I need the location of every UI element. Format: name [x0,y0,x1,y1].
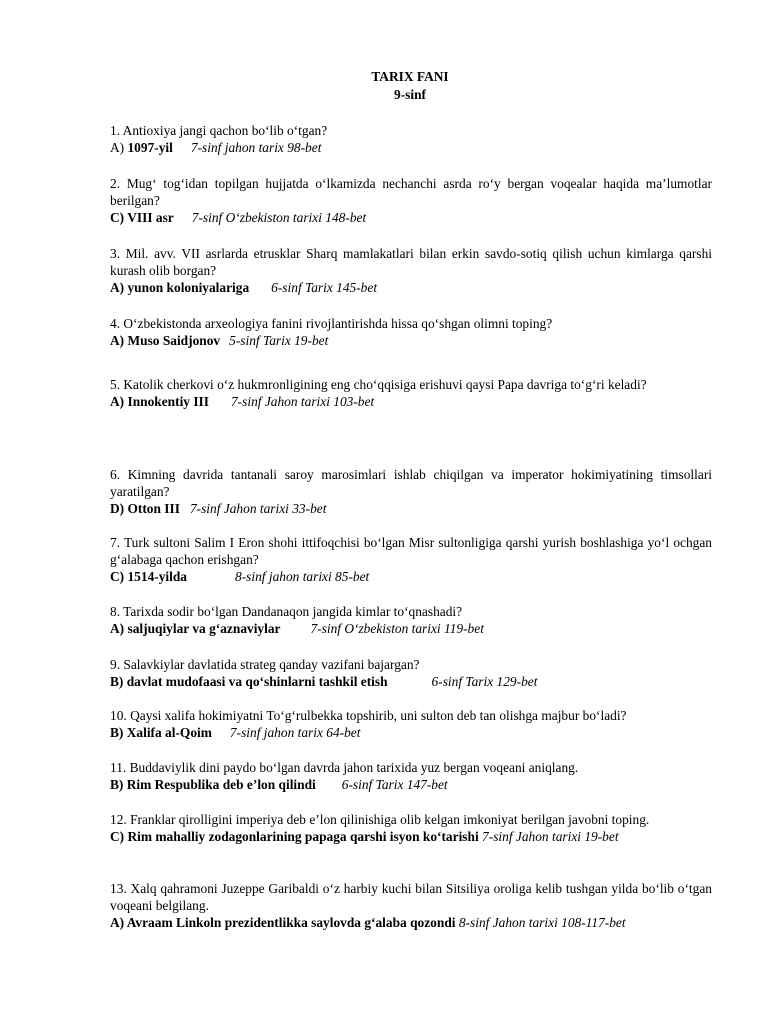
question-item [110,534,712,585]
answer-reference: 6-sinf Tarix 147-bet [341,777,448,792]
answer-text: 1097-yil [127,140,173,155]
answer-text: C) VIII asr [110,210,174,225]
answer-text: A) saljuqiylar va g‘aznaviylar [110,621,281,636]
question-item [110,880,712,931]
answer-text: C) Rim mahalliy zodagonlarining papaga qarshi isyon ko‘tarishi [110,829,479,844]
question-item [110,245,712,296]
answer-reference: 7-sinf Jahon tarixi 19-bet [482,829,619,844]
answer-line [110,139,712,156]
answer-text: B) davlat mudofaasi va qo‘shinlarni tashkil etish [110,674,388,689]
question-item [110,656,712,690]
answer-text: B) Rim Respublika deb e’lon qilindi [110,777,316,792]
answer-line [110,620,712,637]
answer-line [110,332,712,349]
answer-reference: 6-sinf Tarix 145-bet [271,280,378,295]
answer-reference: 6-sinf Tarix 129-bet [431,674,538,689]
answer-reference: 7-sinf jahon tarix 64-bet [229,725,361,740]
question-text: 5. Katolik cherkovi o‘z hukmronligining eng cho‘qqisiga erishuvi qaysi Papa davriga to‘g‘ri keladi? [110,377,647,392]
question-item [110,759,712,793]
question-text: 4. O‘zbekistonda arxeologiya fanini rivojlantirishda hissa qo‘shgan olimni toping? [110,316,553,331]
question-item [110,315,712,349]
question-text: 10. Qaysi xalifa hokimiyatni To‘g‘rulbekka topshirib, uni sulton deb tan olishga majbur bo‘ladi? [110,708,627,723]
answer-reference: 7-sinf jahon tarix 98-bet [190,140,322,155]
answer-text: A) Muso Saidjonov [110,333,221,348]
answer-text: A) Avraam Linkoln prezidentlikka saylovda g‘alaba qozondi [110,915,456,930]
answer-text: B) Xalifa al-Qoim [110,725,212,740]
answer-reference: 7-sinf O‘zbekiston tarixi 148-bet [191,210,367,225]
answer-line [110,279,712,296]
answer-text: A) yunon koloniyalariga [110,280,250,295]
question-item [110,707,712,741]
answer-reference: 5-sinf Tarix 19-bet [229,333,329,348]
question-item [110,376,712,410]
answer-line [110,500,712,517]
question-text: 9. Salavkiylar davlatida strateg qanday vazifani bajargan? [110,657,420,672]
answer-text: A) Innokentiy III [110,394,209,409]
answer-text: C) 1514-yilda [110,569,187,584]
answer-line [110,209,712,226]
answer-line [110,724,712,741]
answer-reference: 7-sinf Jahon tarixi 103-bet [230,394,375,409]
answer-reference: 7-sinf Jahon tarixi 33-bet [189,501,327,516]
question-text: 3. Mil. avv. VII asrlarda etrusklar Sharq mamlakatlari bilan erkin savdo-sotiq qilish uchun kimlarga qarshi kurash olib borgan? [110,246,712,278]
question-text: 1. Antioxiya jangi qachon bo‘lib o‘tgan? [110,123,328,138]
question-item [110,122,712,156]
answer-reference: 7-sinf O‘zbekiston tarixi 119-bet [310,621,484,636]
answer-text: D) Otton III [110,501,180,516]
question-item [110,175,712,226]
question-text: 6. Kimning davrida tantanali saroy marosimlari ishlab chiqilgan va imperator hokimiyatining timsollari yaratilgan? [110,467,712,499]
question-item [110,811,712,845]
answer-reference: 8-sinf jahon tarixi 85-bet [235,569,370,584]
document-subtitle: 9-sinf [394,87,426,102]
answer-line [110,673,712,690]
document-title: TARIX FANI [371,69,449,84]
answer-line [110,776,712,793]
question-text: 11. Buddaviylik dini paydo bo‘lgan davrda jahon tarixida yuz bergan voqeani aniqlang. [110,760,579,775]
answer-prefix: A) [110,140,128,155]
answer-reference: 8-sinf Jahon tarixi 108-117-bet [458,915,626,930]
question-text: 2. Mug‘ tog‘idan topilgan hujjatda o‘lkamizda nechanchi asrda ro‘y bergan voqealar haqida ma’lumotlar berilgan? [110,176,712,208]
question-item [110,466,712,517]
question-text: 7. Turk sultoni Salim I Eron shohi ittifoqchisi bo‘lgan Misr sultonligiga qarshi yurish boshlashiga yo‘l ochgan g‘alabaga qachon erishgan? [110,535,712,567]
question-text: 8. Tarixda sodir bo‘lgan Dandanaqon jangida kimlar to‘qnashadi? [110,604,463,619]
question-item [110,603,712,637]
question-text: 12. Franklar qirolligini imperiya deb e’lon qilinishiga olib kelgan imkoniyat berilgan javobni toping. [110,812,650,827]
answer-line [110,393,712,410]
answer-line [110,828,712,845]
answer-line [110,568,712,585]
answer-line [110,914,712,931]
question-text: 13. Xalq qahramoni Juzeppe Garibaldi o‘z harbiy kuchi bilan Sitsiliya oroliga kelib tushgan yilda bo‘lib o‘tgan voqeani belgilang. [110,881,712,913]
